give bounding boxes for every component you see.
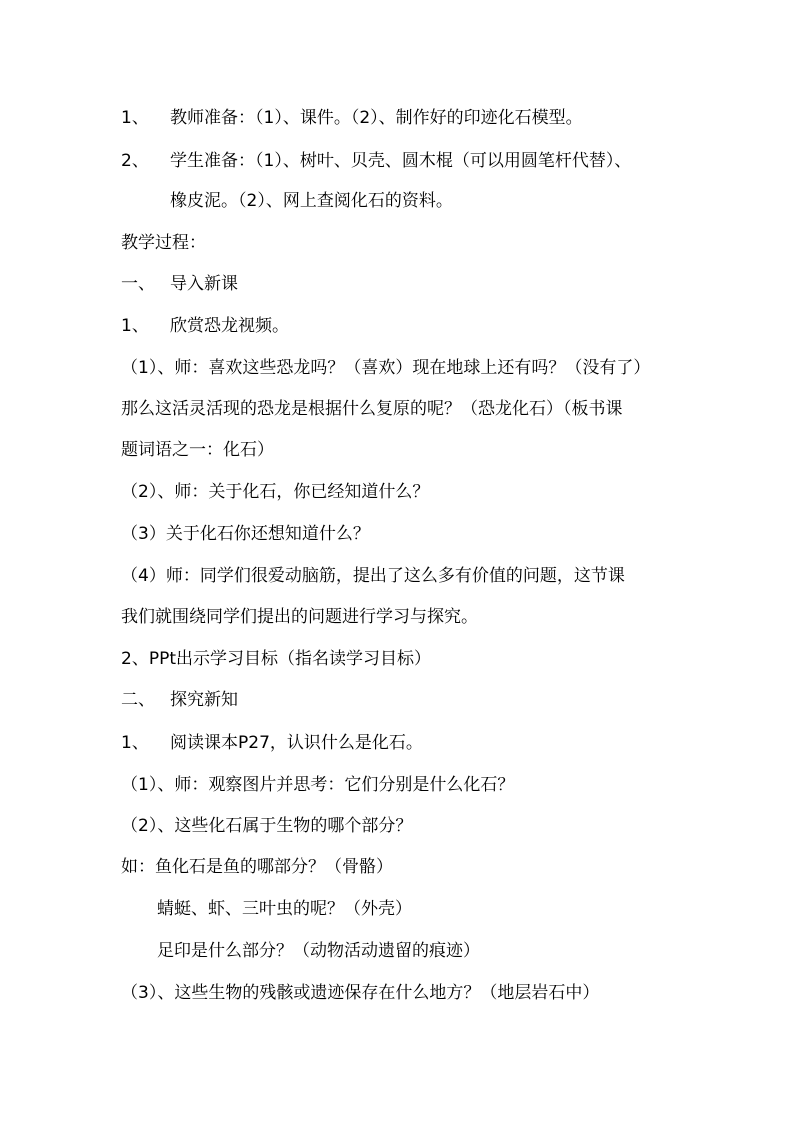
paragraph-line: （2）、师：关于化石，你已经知道什么？ [121,482,430,502]
paragraph-line-indented: 足印是什么部分？（动物活动遗留的痕迹） [157,941,480,961]
paragraph-line: （1）、师：喜欢这些恐龙吗？（喜欢）现在地球上还有吗？（没有了） [121,358,651,378]
paragraph-line: 如：鱼化石是鱼的哪部分？（骨骼） [121,857,393,877]
list-number: 1、 [121,733,149,753]
paragraph-line: 2、PPt出示学习目标（指名读学习目标） [121,649,431,669]
section-title: 探究新知 [170,690,238,710]
list-number: 2、 [121,151,149,171]
line-text: 学生准备：（1）、树叶、贝壳、圆木棍（可以用圆笔杆代替）、 [170,151,632,171]
line-student-prep-cont: 橡皮泥。（2）、网上查阅化石的资料。 [170,191,453,211]
paragraph-line-indented: 蜻蜓、虾、三叶虫的呢？（外壳） [157,899,412,919]
paragraph-line: （3）、这些生物的残骸或遗迹保存在什么地方？（地层岩石中） [121,983,600,1003]
section-heading-teaching-process: 教学过程： [121,233,206,253]
list-number: 1、 [121,316,149,336]
section-title: 导入新课 [170,274,238,294]
list-number: 1、 [121,108,149,128]
section-number: 一、 [121,274,155,294]
line-text: 欣赏恐龙视频。 [170,316,289,336]
paragraph-line: （2）、这些化石属于生物的哪个部分？ [121,816,413,836]
paragraph-line: 我们就围绕同学们提出的问题进行学习与探究。 [121,607,478,627]
line-text: 阅读课本P27，认识什么是化石。 [170,733,423,753]
paragraph-line: （3）关于化石你还想知道什么？ [121,524,370,544]
section-number: 二、 [121,690,155,710]
paragraph-line: （1）、师：观察图片并思考：它们分别是什么化石？ [121,775,515,795]
paragraph-line: 那么这活灵活现的恐龙是根据什么复原的呢？（恐龙化石）（板书课 [121,399,623,419]
paragraph-line: （4）师：同学们很爱动脑筋，提出了这么多有价值的问题，这节课 [121,566,625,586]
line-text: 教师准备：（1）、课件。（2）、制作好的印迹化石模型。 [170,108,583,128]
paragraph-line: 题词语之一：化石） [121,440,274,460]
